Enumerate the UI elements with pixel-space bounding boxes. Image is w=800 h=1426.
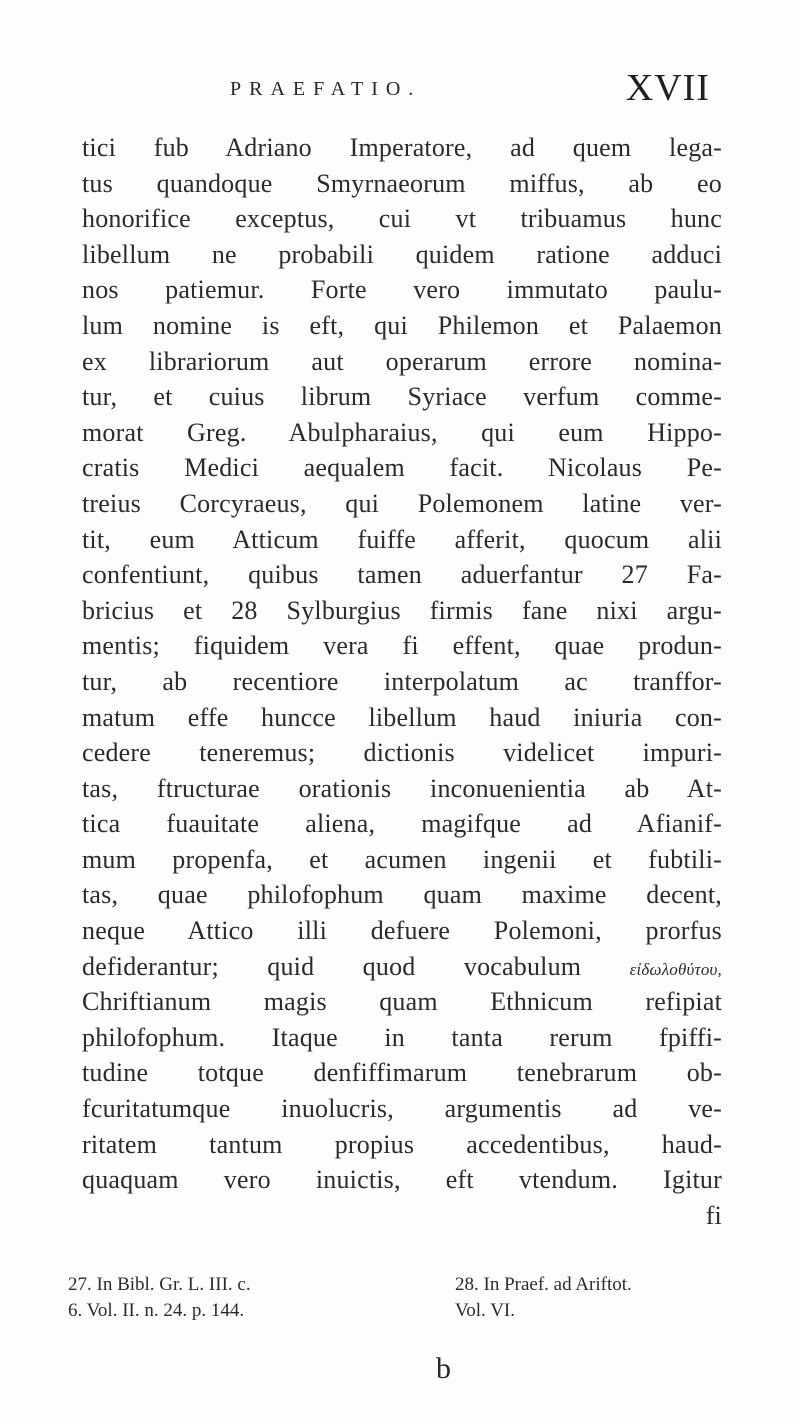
footnote-27 [68, 1272, 398, 1324]
text-line: mentis; fiquidem vera fi effent, quae produn- [82, 631, 722, 661]
footnote-line: 27. In Bibl. Gr. L. III. c. [68, 1274, 251, 1295]
text-line: mum propenfa, et acumen ingenii et fubtili- [82, 844, 722, 874]
text-line: lum nomine is eft, qui Philemon et Palaemon [82, 310, 722, 340]
text-line: treius Corcyraeus, qui Polemonem latine ver- [82, 488, 722, 518]
running-head [230, 66, 710, 116]
footnote-line: 6. Vol. II. n. 24. p. 144. [68, 1300, 245, 1321]
catchword: fi [705, 1200, 722, 1230]
text-line: tudine totque denfiffimarum tenebrarum ob- [82, 1058, 722, 1088]
text-line: tit, eum Atticum fuiffe afferit, quocum alii [82, 524, 722, 554]
running-title: PRAEFATIO. [230, 78, 422, 100]
text-line: tas, ftructurae orationis inconuenientia ab At- [82, 773, 722, 803]
text-line: morat Greg. Abulpharaius, qui eum Hippo- [82, 417, 722, 447]
body-text [82, 130, 722, 1233]
text-line: philofophum. Itaque in tanta rerum fpiffi- [82, 1022, 722, 1052]
text-line: cedere teneremus; dictionis videlicet impuri- [82, 738, 722, 768]
text-line: confentiunt, quibus tamen aduerfantur 27 Fa- [82, 560, 722, 590]
text-line: fcuritatumque inuolucris, argumentis ad ve- [82, 1094, 722, 1124]
text-line: libellum ne probabili quidem ratione adduci [82, 239, 722, 269]
greek-word: εἰδωλοθύτου, [629, 959, 722, 979]
text-line: tici fub Adriano Imperatore, ad quem lega- [82, 133, 722, 162]
text-line: tas, quae philofophum quam maxime decent, [82, 880, 722, 910]
text-line: honorifice exceptus, cui vt tribuamus hunc [82, 204, 722, 234]
footnote-28 [455, 1272, 755, 1324]
signature-mark: b [436, 1352, 451, 1385]
text-line-with-greek [82, 949, 722, 985]
text-line: tur, et cuius librum Syriace verfum comme- [82, 382, 722, 412]
text-line: ex librariorum aut operarum errore nomina- [82, 346, 722, 376]
page-number: XVII [625, 67, 710, 109]
text-line: ritatem tantum propius accedentibus, haud- [82, 1129, 722, 1159]
text-line: bricius et 28 Sylburgius firmis fane nixi argu- [82, 595, 722, 625]
text-line: cratis Medici aequalem facit. Nicolaus Pe- [82, 453, 722, 483]
text-line-part: defiderantur; quid quod vocabulum [82, 951, 582, 981]
text-line: Chriftianum magis quam Ethnicum refipiat [82, 987, 722, 1017]
text-line: nos patiemur. Forte vero immutato paulu- [82, 275, 722, 305]
text-line: quaquam vero inuictis, eft vtendum. Igitur [82, 1165, 722, 1195]
footnote-line: Vol. VI. [455, 1300, 516, 1321]
text-line: matum effe huncce libellum haud iniuria con- [82, 702, 722, 732]
text-line: tus quandoque Smyrnaeorum miffus, ab eo [82, 168, 722, 198]
footnote-line: 28. In Praef. ad Ariftot. [455, 1274, 632, 1295]
text-line: tur, ab recentiore interpolatum ac tranffor- [82, 666, 722, 696]
text-line: neque Attico illi defuere Polemoni, prorfus [82, 916, 722, 946]
footnotes [68, 1272, 718, 1352]
text-line: tica fuauitate aliena, magifque ad Afianif- [82, 809, 722, 839]
